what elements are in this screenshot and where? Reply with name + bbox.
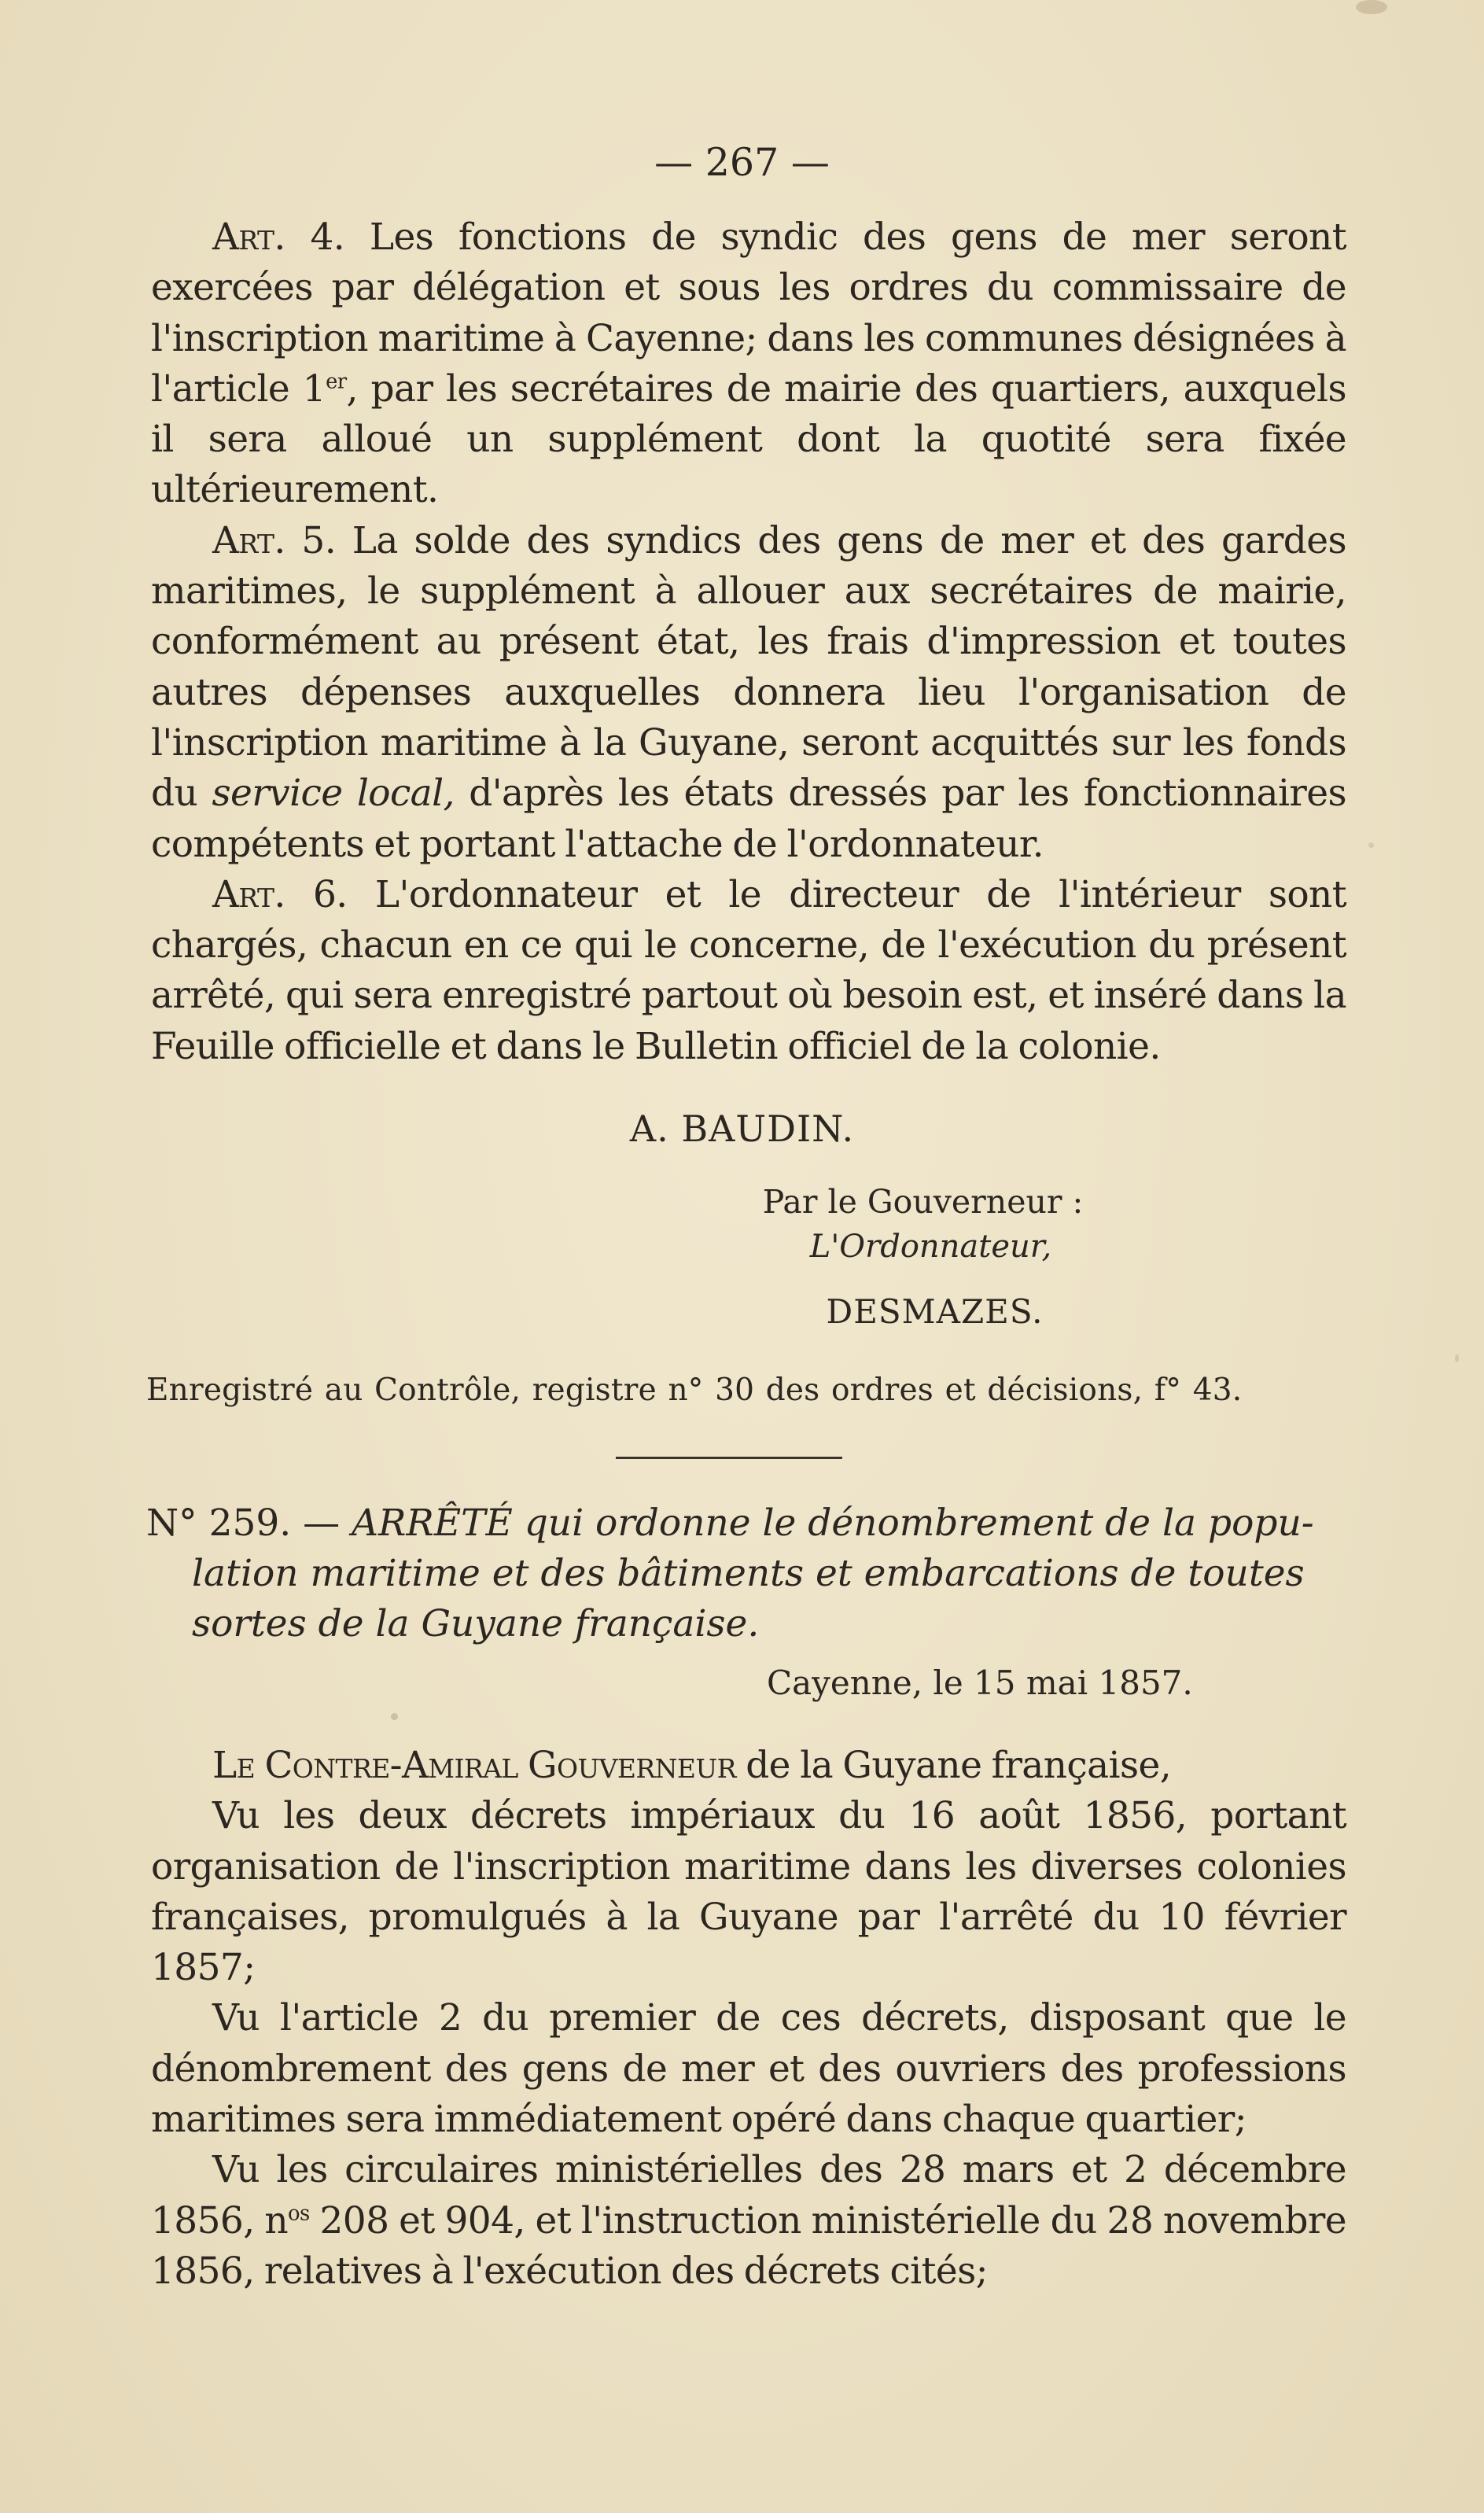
article-text-tail: d'après les états dressés par les fonctionnaires compétents et portant l'attache de l'ordonnateur.	[151, 772, 1347, 866]
preamble-considerant	[151, 1993, 1346, 2145]
paper-speck	[1368, 842, 1374, 848]
preamble-text: Vu l'article 2 du premier de ces décrets, disposant que le dénombrement des gens de mer et des ouvriers des professions maritimes sera immédiatement opéré dans chaque quartier;	[151, 1996, 1346, 2142]
signature-name: A. BAUDIN.	[629, 1107, 855, 1150]
page-number: — 267 —	[654, 140, 830, 185]
article-text: L'ordonnateur et le directeur de l'intérieur sont chargés, chacun en ce qui le concerne, de l'exécution du présent arrêté, qui sera enregistré partout où besoin est, et inséré dans la Feuille officielle et dans le Bulletin officiel de la colonie.	[151, 872, 1346, 1068]
article-number: . 6.	[274, 872, 375, 916]
paper-speck	[1455, 1354, 1459, 1362]
decree-title-line	[146, 1498, 1342, 1549]
paper-speck	[391, 1713, 398, 1720]
registration-note: Enregistré au Contrôle, registre n° 30 des ordres et décisions, f° 43.	[146, 1373, 1243, 1408]
article-6	[151, 870, 1346, 1072]
paper-stain	[1356, 0, 1387, 14]
preamble-section	[151, 1741, 1346, 2297]
article-5	[151, 516, 1346, 870]
decree-title-start: ARRÊTÉ qui ordonne le dénombrement de la popu-	[340, 1502, 1314, 1545]
preamble-considerant	[151, 2145, 1346, 2297]
article-label: Art	[212, 216, 274, 259]
signature-by: Par le Gouverneur :	[762, 1183, 1084, 1221]
signature-role: L'Ordonnateur,	[809, 1229, 1052, 1265]
section-divider	[616, 1457, 842, 1459]
decree-number: N° 259. —	[146, 1502, 341, 1545]
superscript: os	[288, 2202, 310, 2226]
preamble-opening	[151, 1741, 1346, 1791]
article-label: Art	[212, 518, 274, 562]
signature-name-secondary: DESMAZES.	[826, 1292, 1044, 1331]
article-number: . 4.	[274, 216, 370, 259]
article-number: . 5.	[274, 518, 352, 562]
preamble-text: Vu les circulaires ministérielles des 28 mars et 2 décembre 1856, n	[151, 2148, 1346, 2242]
article-4	[151, 212, 1346, 516]
article-text-tail: , par les secrétaires de mairie des quartiers, auxquels il sera alloué un supplément dont la quotité sera fixée ultérieurement.	[151, 367, 1346, 512]
superscript: er	[326, 370, 347, 394]
article-text: Les fonctions de syndic des gens de mer seront exercées par délégation et sous les ordres du commissaire de l'inscription maritime à Cayenne; dans les communes désignées à l'article 1	[151, 216, 1346, 411]
decree-title-rest: lation maritime et des bâtiments et embarcations de toutes sortes de la Guyane française.	[192, 1552, 1305, 1645]
article-text: La solde des syndics des gens de mer et des gardes maritimes, le supplément à allouer aux secrétaires de mairie, conformément au présent état, les frais d'impression et toutes autres dépenses auxquelles donnera lieu l'organisation de l'inscription maritime à la Guyane, seront acquittés sur les fonds du	[151, 518, 1346, 816]
article-label: Art	[212, 872, 274, 916]
governor-title: Le Contre-Amiral Gouverneur	[212, 1744, 736, 1787]
articles-section	[151, 212, 1346, 1072]
preamble-considerant	[151, 1791, 1346, 1993]
preamble-text: Vu les deux décrets impériaux du 16 août 1856, portant organisation de l'inscription maritime dans les diverses colonies françaises, promulgués à la Guyane par l'arrêté du 10 février 1857;	[151, 1794, 1346, 1990]
article-italic: service local,	[212, 772, 455, 816]
decree-heading	[146, 1498, 1342, 1649]
preamble-text-tail: 208 et 904, et l'instruction ministérielle du 28 novembre 1856, relatives à l'exécution des décrets cités;	[151, 2198, 1347, 2293]
dateline: Cayenne, le 15 mai 1857.	[767, 1664, 1193, 1702]
preamble-text: de la Guyane française,	[735, 1744, 1172, 1787]
